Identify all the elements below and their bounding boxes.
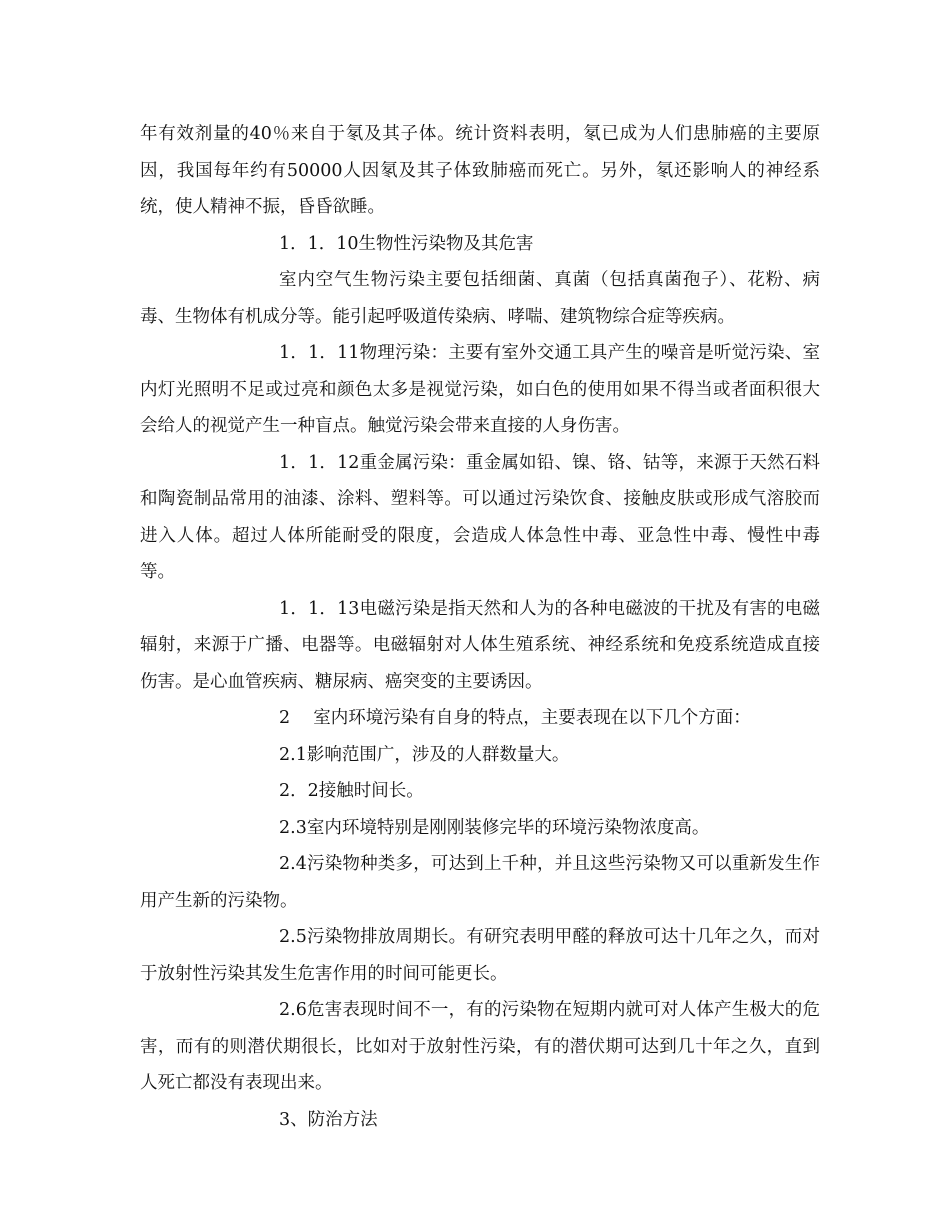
paragraph-electromagnetic-pollution: 1．1．13电磁污染是指天然和人为的各种电磁波的干扰及有害的电磁辐射，来源于广播、电器等。电磁辐射对人体生殖系统、神经系统和免疫系统造成直接伤害。是心血管疾病、糖尿病、癌突变的主要诱因。 bbox=[140, 598, 820, 692]
paragraph-physical-pollution: 1．1．11物理污染：主要有室外交通工具产生的噪音是听觉污染、室内灯光照明不足或过亮和颜色太多是视觉污染，如白色的使用如果不得当或者面积很大会给人的视觉产生一种盲点。触觉污染会带来直接的人身伤害。 bbox=[140, 343, 820, 436]
list-item-2-5: 2.5污染物排放周期长。有研究表明甲醛的释放可达十几年之久，而对于放射性污染其发生危害作用的时间可能更长。 bbox=[140, 927, 820, 984]
document-body bbox=[140, 116, 820, 1138]
section-heading-prevention-methods: 3、防治方法 bbox=[279, 1109, 378, 1130]
section-heading-pollution-characteristics: 2 室内环境污染有自身的特点，主要表现在以下几个方面： bbox=[279, 708, 751, 728]
list-item-2-3: 2.3室内环境特别是刚刚装修完毕的环境污染物浓度高。 bbox=[279, 817, 710, 838]
paragraph-biological-pollution: 室内空气生物污染主要包括细菌、真菌（包括真菌孢子）、花粉、病毒、生物体有机成分等。能引起呼吸道传染病、哮喘、建筑物综合症等疾病。 bbox=[140, 270, 820, 327]
list-item-2-6: 2.6危害表现时间不一，有的污染物在短期内就可对人体产生极大的危害，而有的则潜伏期很长，比如对于放射性污染，有的潜伏期可达到几十年之久，直到人死亡都没有表现出来。 bbox=[140, 1000, 820, 1093]
list-item-2-1: 2.1影响范围广，涉及的人群数量大。 bbox=[279, 744, 570, 765]
list-item-2-2: 2．2接触时间长。 bbox=[279, 781, 424, 801]
paragraph-heavy-metal-pollution: 1．1．12重金属污染：重金属如铅、镍、铬、钴等，来源于天然石料和陶瓷制品常用的油漆、涂料、塑料等。可以通过污染饮食、接触皮肤或形成气溶胶而进入人体。超过人体所能耐受的限度，会造成人体急性中毒、亚急性中毒、慢性中毒等。 bbox=[140, 452, 820, 582]
section-heading-biological-pollutants: 1．1．10生物性污染物及其危害 bbox=[279, 233, 534, 254]
paragraph-radon-health-effects: 年有效剂量的40％来自于氡及其子体。统计资料表明，氡已成为人们患肺癌的主要原因，我国每年约有50000人因氡及其子体致肺癌而死亡。另外，氡还影响人的神经系统，使人精神不振，昏昏欲睡。 bbox=[140, 124, 820, 217]
list-item-2-4: 2.4污染物种类多，可达到上千种，并且这些污染物又可以重新发生作用产生新的污染物。 bbox=[140, 854, 820, 911]
